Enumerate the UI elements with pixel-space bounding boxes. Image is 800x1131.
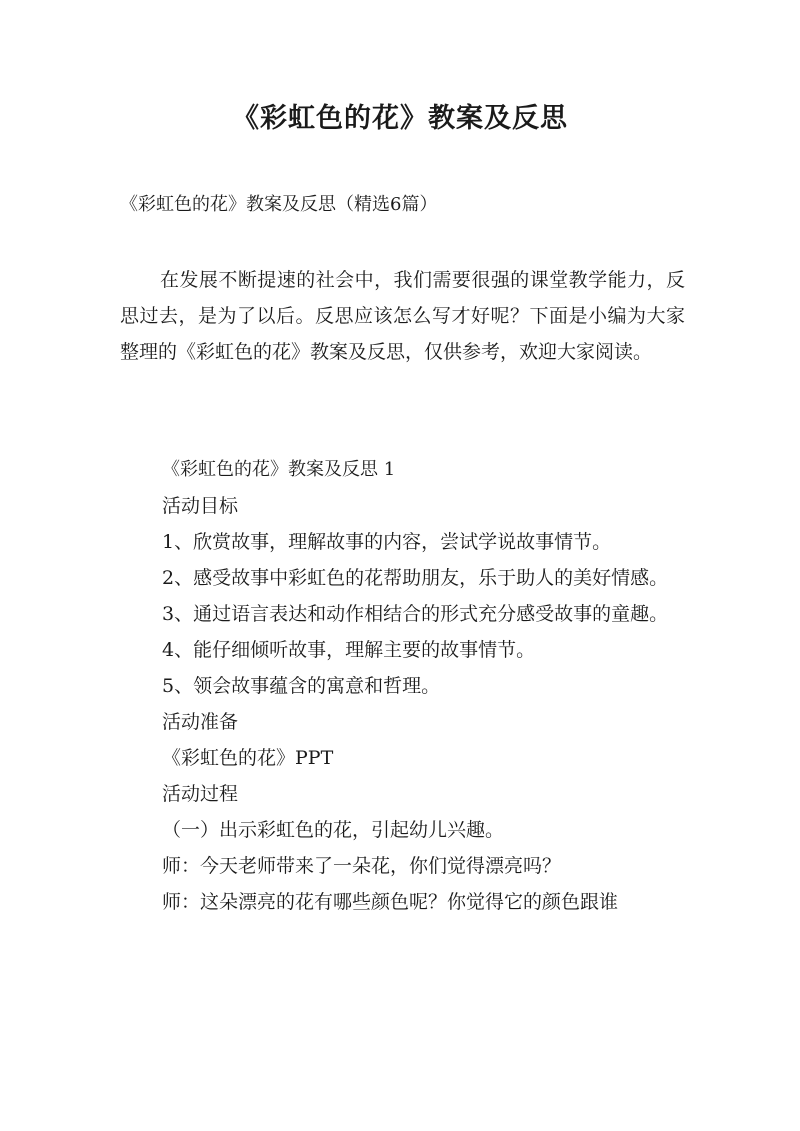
document-subtitle: 《彩虹色的花》教案及反思（精选6篇）	[120, 194, 438, 215]
prep-heading: 活动准备	[162, 711, 239, 733]
goal-item-2: 2、感受故事中彩虹色的花帮助朋友，乐于助人的美好情感。	[162, 567, 669, 589]
goals-heading: 活动目标	[162, 495, 239, 517]
document-title: 《彩虹色的花》教案及反思	[232, 103, 568, 134]
goal-item-5: 5、领会故事蕴含的寓意和哲理。	[162, 675, 441, 697]
process-step-1: （一）出示彩虹色的花，引起幼儿兴趣。	[162, 819, 505, 841]
goal-item-1: 1、欣赏故事，理解故事的内容，尝试学说故事情节。	[162, 531, 612, 553]
goal-item-4: 4、能仔细倾听故事，理解主要的故事情节。	[162, 639, 536, 661]
prep-item: 《彩虹色的花》PPT	[162, 747, 334, 769]
dialogue-line-1: 师：今天老师带来了一朵花，你们觉得漂亮吗？	[162, 855, 562, 877]
section-title: 《彩虹色的花》教案及反思 1	[162, 459, 396, 480]
process-heading: 活动过程	[162, 783, 239, 805]
document-body	[120, 452, 685, 920]
dialogue-line-2: 师：这朵漂亮的花有哪些颜色呢？你觉得它的颜色跟谁	[162, 891, 619, 913]
intro-paragraph: 在发展不断提速的社会中，我们需要很强的课堂教学能力，反思过去，是为了以后。反思应该怎么写才好呢？下面是小编为大家整理的《彩虹色的花》教案及反思，仅供参考，欢迎大家阅读。	[120, 269, 685, 363]
goal-item-3: 3、通过语言表达和动作相结合的形式充分感受故事的童趣。	[162, 603, 669, 625]
